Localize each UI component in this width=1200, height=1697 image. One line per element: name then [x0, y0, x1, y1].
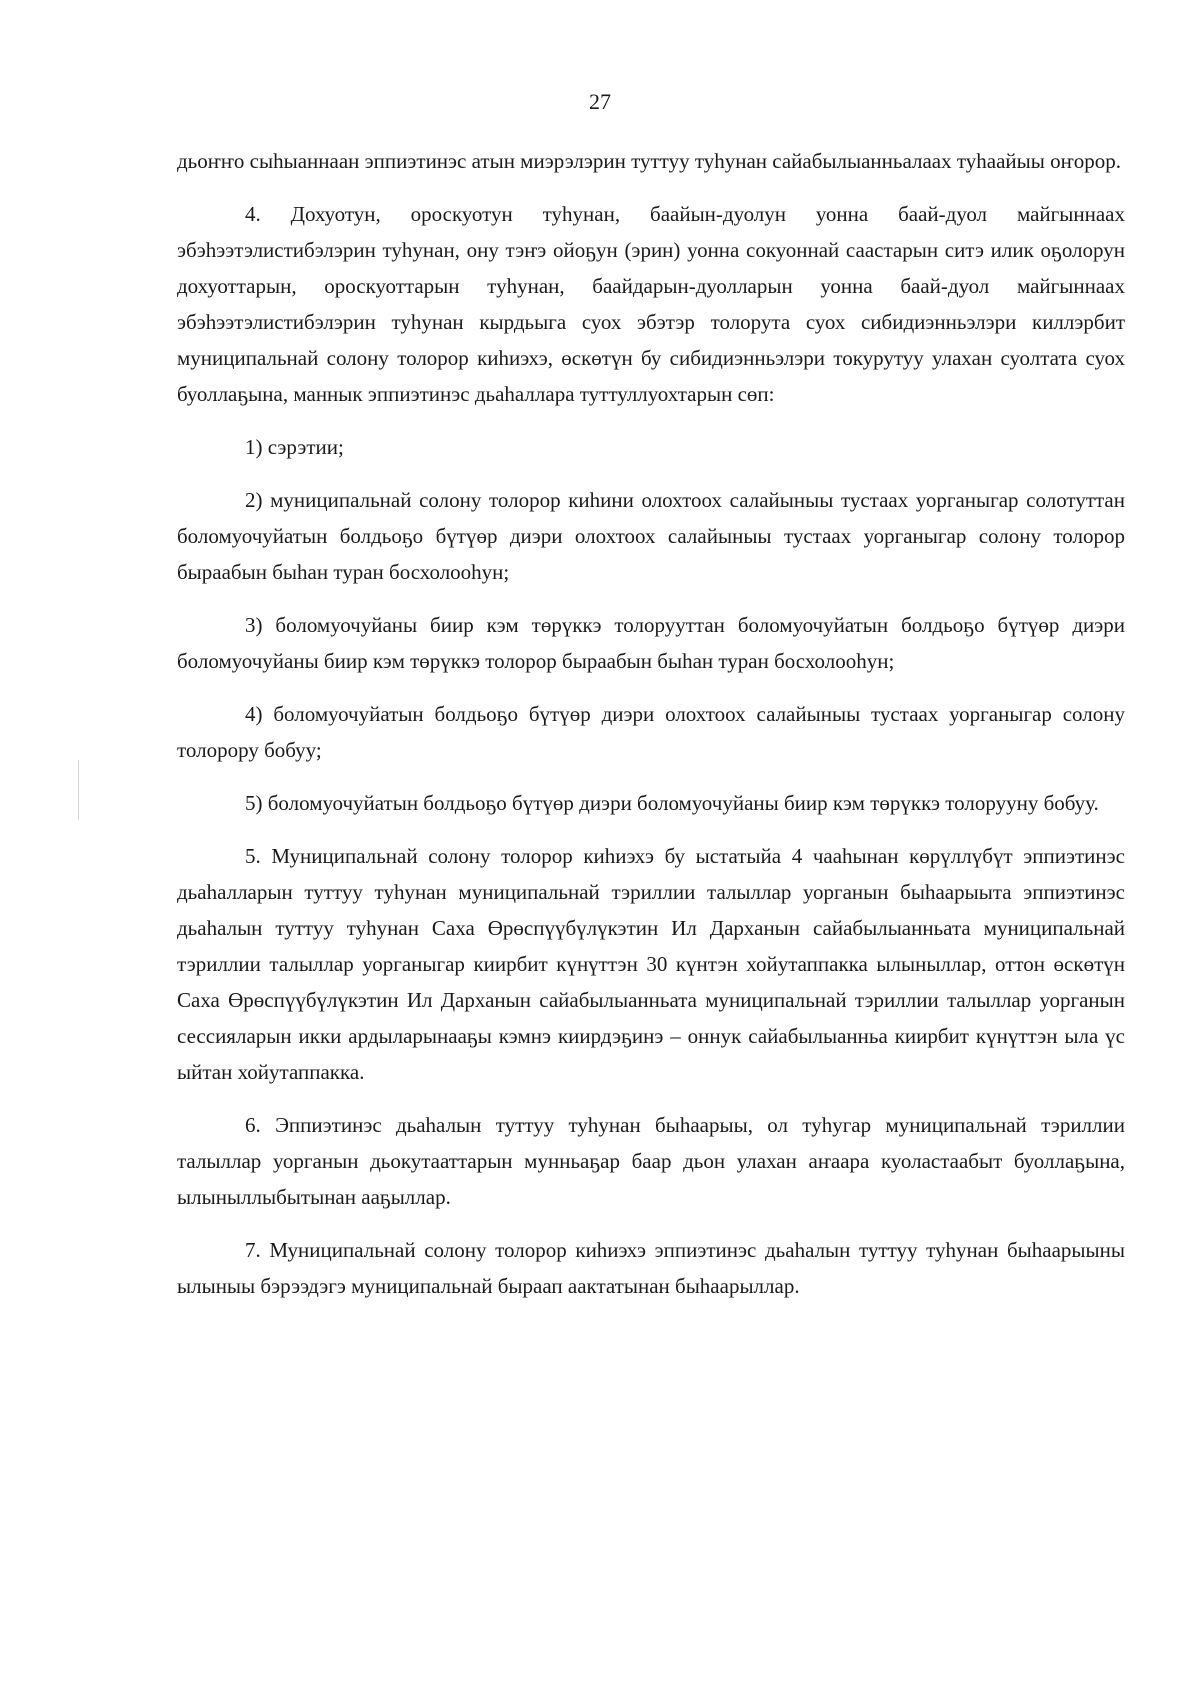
paragraph-continuation: дьоҥҥо сыһыаннаан эппиэтинэс атын миэрэлэрин туттуу туһунан сайабылыанньалаах туһаайыы оҥорор.: [177, 149, 1121, 173]
list-item-4: 4) боломуочуйатын болдьоҕо бүтүөр диэри олохтоох салайыныы тустаах уорганыгар солону толорору бобуу;: [177, 702, 1125, 762]
paragraph-item-5: 5. Муниципальнай солону толорор киһиэхэ бу ыстатыйа 4 чааһынан көрүллүбүт эппиэтинэс дьаһалларын туттуу туһунан муниципальнай тэриллии талыллар уорганын быһаарыыта эппиэтинэс дьаһалын туттуу туһунан Саха Өрөспүүбүлүкэтин Ил Дарханын сайабылыанньата муниципальнай тэриллии талыллар уорганыгар киирбит күнүттэн 30 күнтэн хойутаппакка ылыныллар, оттон өскөтүн Саха Өрөспүүбүлүкэтин Ил Дарханын сайабылыанньата муниципальнай тэриллии талыллар уорганын сессияларын икки ардыларынааҕы кэмнэ киирдэҕинэ – оннук сайабылыанньа киирбит күнүттэн ыла үс ыйтан хойутаппакка.: [177, 844, 1125, 1084]
paragraph-item-6: 6. Эппиэтинэс дьаһалын туттуу туһунан быһаарыы, ол туһугар муниципальнай тэриллии талыллар уорганын дьокутааттарын мунньаҕар баар дьон улахан аҥаара куоластаабыт буоллаҕына, ылыныллыбытынан ааҕыллар.: [177, 1113, 1125, 1209]
paragraph-item-4: 4. Дохуотун, ороскуотун туһунан, баайын-дуолун уонна баай-дуол майгыннаах эбэһээтэлистибэлэрин туһунан, ону тэҥэ ойоҕун (эрин) уонна сокуоннай саастарын ситэ илик оҕолорун дохуоттарын, ороскуоттарын туһунан, баайдарын-дуолларын уонна баай-дуол майгыннаах эбэһээтэлистибэлэрин туһунан кырдьыга суох эбэтэр толорута суох сибидиэнньэлэри киллэрбит муниципальнай солону толорор киһиэхэ, өскөтүн бу сибидиэнньэлэри токурутуу улахан суолтата суох буоллаҕына, маннык эппиэтинэс дьаһаллара туттуллуохтарын сөп:: [177, 202, 1125, 406]
scan-margin-mark: [78, 760, 79, 820]
list-item-3: 3) боломуочуйаны биир кэм төрүккэ толорууттан боломуочуйатын болдьоҕо бүтүөр диэри боломуочуйаны биир кэм төрүккэ толорор быраабын быһан туран босхолооһун;: [177, 613, 1125, 673]
list-item-5: 5) боломуочуйатын болдьоҕо бүтүөр диэри боломуочуйаны биир кэм төрүккэ толорууну бобуу.: [245, 791, 1099, 815]
document-body: [177, 143, 1125, 1321]
paragraph-item-7: 7. Муниципальнай солону толорор киһиэхэ эппиэтинэс дьаһалын туттуу туһунан быһаарыыны ылыныы бэрээдэгэ муниципальнай быраап аактатынан быһаарыллар.: [177, 1238, 1125, 1298]
page-number: 27: [589, 89, 611, 114]
list-item-1: 1) сэрэтии;: [245, 435, 344, 459]
list-item-2: 2) муниципальнай солону толорор киһини олохтоох салайыныы тустаах уорганыгар солотуттан боломуочуйатын болдьоҕо бүтүөр диэри олохтоох салайыныы тустаах уорганыгар солону толорор быраабын быһан туран босхолооһун;: [177, 488, 1125, 584]
